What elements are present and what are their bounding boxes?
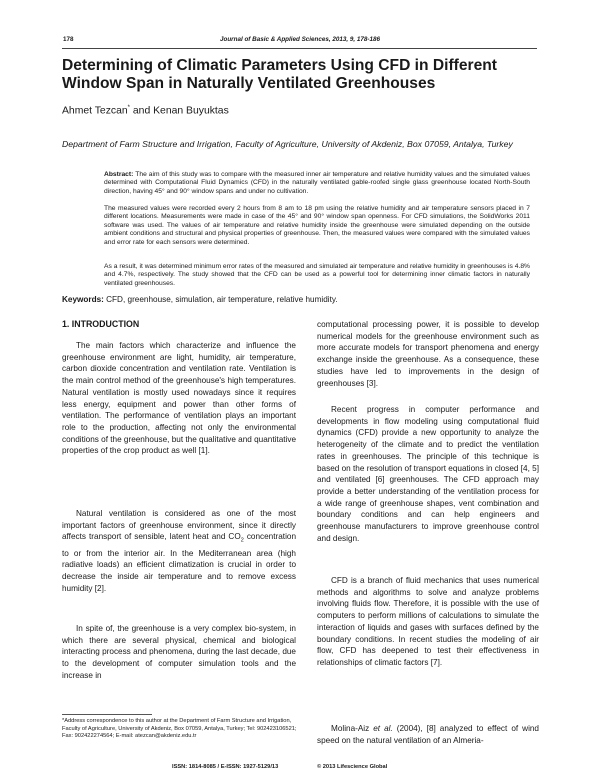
section-heading: 1. INTRODUCTION	[62, 319, 140, 329]
left-paragraph-1: The main factors which characterize and influence the greenhouse environment are light, humidity, air temperature, carbon dioxide concentration and ventilation rate. Ventilation is the main control method of the greenhouse's high temperatures. Natural ventilation is mostly used nowadays since it requires less energy, equipment and power than other forms of ventilation. The performance of ventilation plays an important role to the production, affecting not only the environmental conditions of the greenhouse, but the qualitative and quantitative properties of the crop product as well [1].	[62, 341, 296, 456]
right-paragraph-2: CFD is a branch of fluid mechanics that uses numerical methods and algorithms to solve and analyze problems involving fluids flow. Therefore, it is possible with the use of computers to perform millions of calculations to simulate the interaction of liquids and gases with surfaces defined by the boundary conditions. In recent studies the modeling of air flow, CFD has deepened to test their effectiveness in relationships of climatic factors [7].	[317, 576, 539, 667]
footnote: *Address correspondence to this author at the Department of Farm Structure and Irrigation, Faculty of Agriculture, University of Akdeniz, Box 07059, Antalya, Turkey; Tel: 902423106521; Fax: 902422274564; E-mail: atezcan@akdeniz.edu.tr	[62, 718, 297, 740]
keywords-text: CFD, greenhouse, simulation, air temperature, relative humidity.	[106, 295, 338, 304]
left-paragraph-2: Natural ventilation is considered as one of the most important factors of greenhouse environment, since it directly affects transport of sensible, latent heat and $CO_2$ concentration to or from the interior air. In the Mediterranean area (high radiative loads) an efficient climatization is crucial in order to decrease the inside air temperature and to remove excess humidity [2].	[62, 509, 296, 593]
issn: ISSN: 1814-8085 / E-ISSN: 1927-5129/13	[172, 764, 279, 770]
header-divider	[62, 48, 537, 49]
abstract-paragraph-3: As a result, it was determined minimum error rates of the measured and simulated air temperature and relative humidity in greenhouses is 4.8% and 4.7%, respectively. The study showed that the CFD can be used as a powerful tool for determining inner climatic factors in naturally ventilated greenhouses.	[104, 263, 530, 287]
right-paragraph-1: Recent progress in computer performance and developments in flow modeling using computational fluid dynamics (CFD) provide a new opportunity to analyze the heterogeneity of the climate and to predict the ventilation rates in greenhouses. The principle of this technique is based on the resolution of transport equations in closed [4, 5] and ventilated [6] greenhouses. The CFD approach may provide a better understanding of the ventilation process for a wide range of greenhouse shapes, vent combination and boundary conditions and can help engineers and greenhouse manufacturers to improve greenhouse control and design.	[317, 405, 539, 543]
footnote-divider	[62, 714, 152, 715]
author-first: Ahmet Tezcan	[62, 105, 128, 117]
copyright: © 2013 Lifescience Global	[317, 764, 388, 770]
page-number: 178	[63, 36, 74, 43]
abstract-paragraph-1: Abstract: The aim of this study was to compare with the measured inner air temperature and relative humidity values and the simulated values determined with Computational Fluid Dynamics (CFD) in the naturally ventilated gable-roofed single glass greenhouse located North-South direction, having 45° and 90° window spans and under no cultivation.	[104, 171, 530, 195]
corresponding-mark: *	[127, 105, 130, 111]
author-rest: and Kenan Buyuktas	[130, 105, 229, 117]
affiliation: Department of Farm Structure and Irrigation, Faculty of Agriculture, University of Akdeniz, Box 07059, Antalya, Turkey	[62, 139, 513, 149]
right-paragraph-3: Molina-Aiz et al. (2004), [8] analyzed to effect of wind speed on the natural ventilation of an Almeria-	[317, 724, 539, 745]
journal-header: Journal of Basic & Applied Sciences, 2013, 9, 178-186	[219, 36, 381, 43]
right-paragraph-0: computational processing power, it is possible to develop numerical models for the greenhouse environment such as more accurate models for transport phenomena and energy exchange inside the greenhouse. As a consequence, these studies have led to improvements in the design of greenhouses [3].	[317, 320, 539, 388]
authors	[62, 105, 229, 116]
article-title: Determining of Climatic Parameters Using CFD in Different Window Span in Naturally Ventilated Greenhouses	[62, 57, 497, 92]
keywords-label: Keywords:	[62, 295, 104, 304]
abstract-label: Abstract:	[104, 171, 134, 178]
keywords	[62, 295, 540, 304]
abstract-paragraph-2: The measured values were recorded every 2 hours from 8 am to 18 pm using the relative humidity and air temperature sensors placed in 7 different locations. Measurements were made in case of the 45° and 90° window span openness. For CFD simulations, the SolidWorks 2011 software was used. The values of air temperature and relative humidity inside the greenhouse were simulated depending on the outside ambient conditions and structural and physical properties of greenhouse. Then, the measured values were compared with the simulated values and error rate for each sensors were determined.	[104, 205, 530, 246]
left-paragraph-3: In spite of, the greenhouse is a very complex bio-system, in which there are several physical, chemical and biological interacting process and phenomena, during the last decade, due to the development of computer simulation tools and the increase in	[62, 624, 296, 680]
